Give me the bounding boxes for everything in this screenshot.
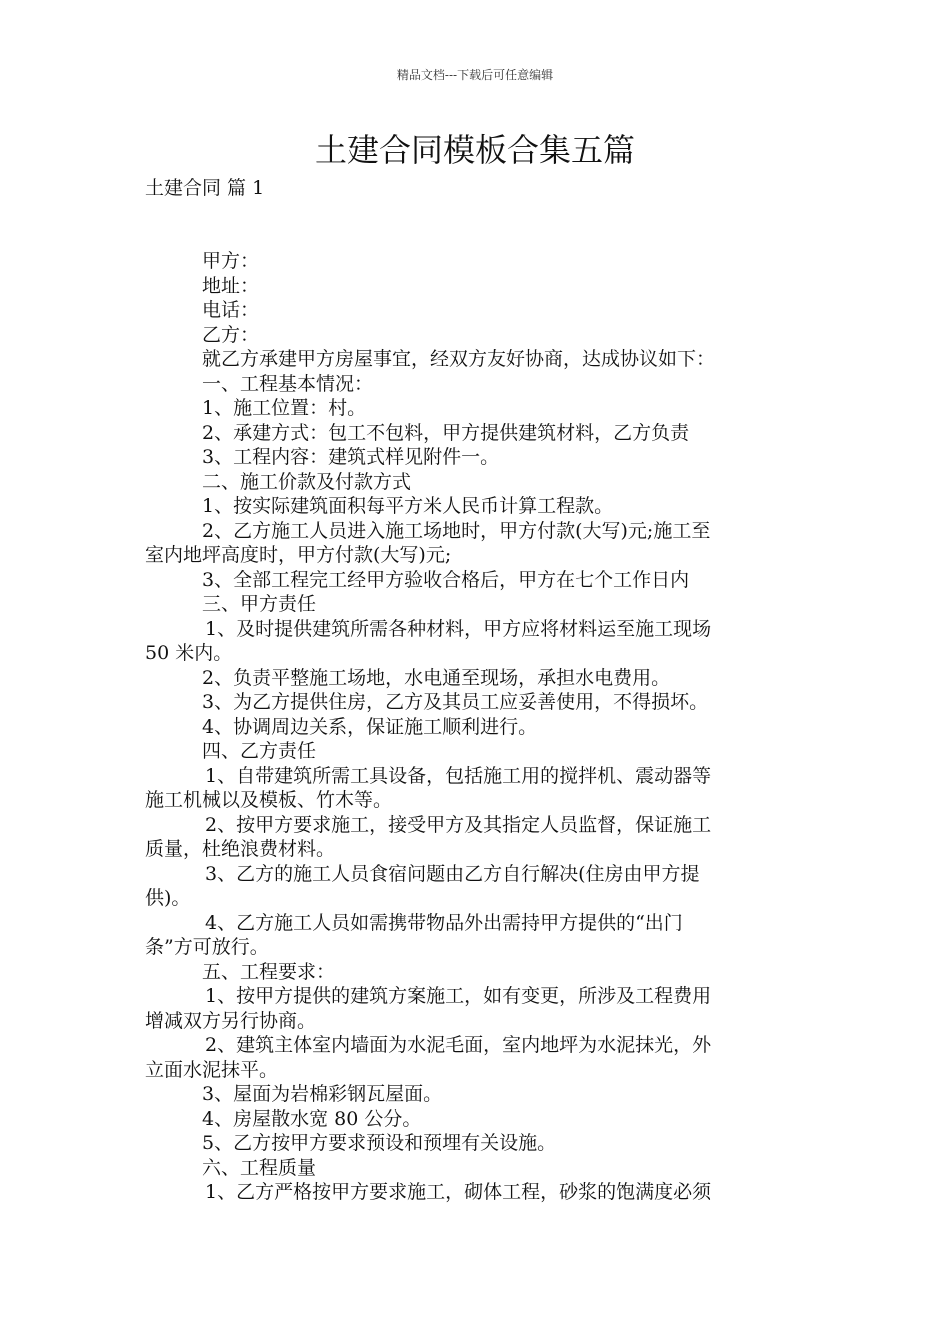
contract-line: 1、按实际建筑面积每平方米人民币计算工程款。: [202, 495, 614, 517]
contract-line: 三、甲方责任: [202, 593, 317, 615]
contract-line: 六、工程质量: [202, 1156, 317, 1179]
contract-line: 电话：: [202, 299, 260, 321]
contract-line: 3、乙方的施工人员食宿问题由乙方自行解决(住房由甲方提: [205, 862, 700, 885]
section-title: 土建合同 篇 1: [145, 177, 265, 199]
contract-line: 五、工程要求：: [202, 960, 336, 983]
contract-line: 立面水泥抹平。: [145, 1058, 279, 1081]
contract-line: 乙方：: [202, 323, 260, 346]
contract-line: 增减双方另行协商。: [145, 1009, 317, 1032]
contract-line: 2、乙方施工人员进入施工场地时，甲方付款(大写)元;施工至: [202, 519, 711, 542]
page-header-note: 精品文档---下载后可任意编辑: [396, 68, 554, 82]
contract-line: 1、按甲方提供的建筑方案施工，如有变更，所涉及工程费用: [205, 985, 712, 1007]
contract-line: 地址：: [202, 274, 260, 297]
contract-line: 2、承建方式：包工不包料，甲方提供建筑材料，乙方负责: [202, 421, 690, 444]
contract-line: 四、乙方责任: [202, 740, 317, 762]
contract-line: 2、按甲方要求施工，接受甲方及其指定人员监督，保证施工: [205, 813, 712, 836]
contract-line: 2、负责平整施工场地，水电通至现场，承担水电费用。: [202, 666, 671, 689]
contract-line: 3、全部工程完工经甲方验收合格后，甲方在七个工作日内: [202, 568, 690, 591]
contract-line: 4、房屋散水宽 80 公分。: [202, 1107, 422, 1130]
contract-line: 3、为乙方提供住房，乙方及其员工应妥善使用，不得损坏。: [202, 691, 709, 713]
contract-line: 就乙方承建甲方房屋事宜，经双方友好协商，达成协议如下：: [202, 348, 716, 370]
contract-line: 一、工程基本情况：: [202, 372, 374, 395]
contract-body: [145, 249, 815, 1205]
contract-line: 供)。: [145, 887, 191, 909]
contract-line: 1、及时提供建筑所需各种材料，甲方应将材料运至施工现场: [205, 617, 712, 640]
contract-line: 施工机械以及模板、竹木等。: [145, 789, 393, 811]
contract-line: 3、工程内容：建筑式样见附件一。: [202, 446, 500, 468]
contract-line: 二、施工价款及付款方式: [202, 470, 412, 493]
contract-line: 4、协调周边关系，保证施工顺利进行。: [202, 715, 538, 738]
contract-line: 1、乙方严格按甲方要求施工，砌体工程，砂浆的饱满度必须: [205, 1181, 712, 1203]
contract-line: 1、自带建筑所需工具设备，包括施工用的搅拌机、震动器等: [205, 764, 712, 787]
contract-line: 甲方：: [202, 250, 260, 272]
contract-line: 50 米内。: [145, 642, 233, 664]
contract-line: 5、乙方按甲方要求预设和预埋有关设施。: [202, 1132, 557, 1154]
contract-line: 2、建筑主体室内墙面为水泥毛面，室内地坪为水泥抹光，外: [205, 1034, 712, 1056]
contract-line: 室内地坪高度时，甲方付款(大写)元;: [145, 544, 452, 566]
contract-line: 质量，杜绝浪费材料。: [145, 838, 336, 860]
contract-line: 1、施工位置：村。: [202, 397, 367, 419]
contract-line: 3、屋面为岩棉彩钢瓦屋面。: [202, 1083, 443, 1105]
document-title: 土建合同模板合集五篇: [314, 131, 635, 169]
contract-line: 条”方可放行。: [145, 936, 269, 958]
contract-line: 4、乙方施工人员如需携带物品外出需持甲方提供的“出门: [205, 911, 683, 934]
